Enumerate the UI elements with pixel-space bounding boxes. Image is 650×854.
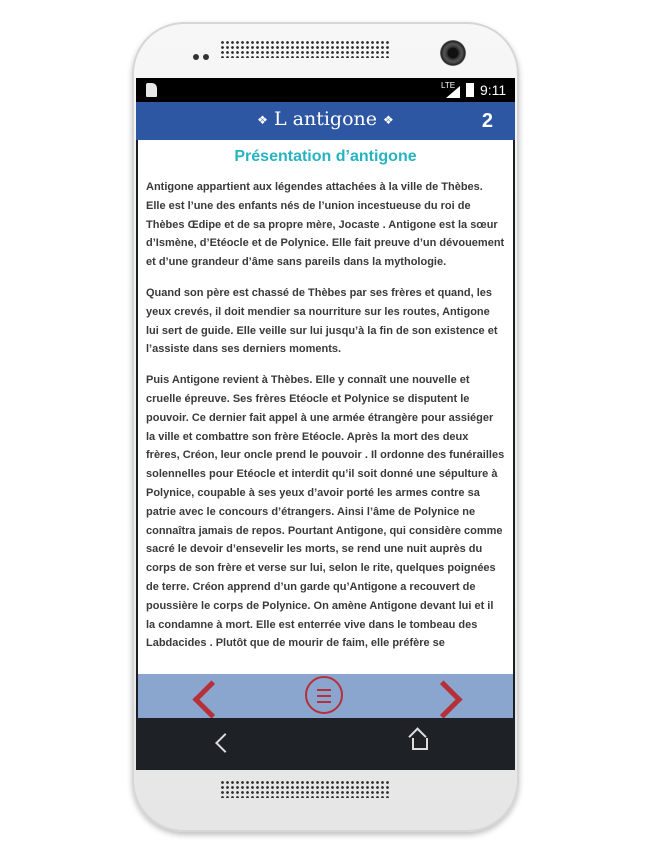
chevron-left-icon: [192, 680, 230, 718]
page-number: 2: [481, 110, 493, 132]
sd-card-icon: [146, 83, 157, 97]
menu-line: [317, 689, 331, 691]
app-title-text: L antigone: [273, 108, 377, 130]
article-content[interactable]: [138, 140, 513, 674]
ornament-right-icon: ❖: [383, 113, 394, 127]
system-navigation-bar: [136, 718, 515, 770]
front-camera: [440, 40, 466, 66]
previous-page-button[interactable]: [188, 678, 224, 714]
status-bar: [136, 78, 515, 102]
app-bar: [136, 102, 515, 140]
next-page-button[interactable]: [428, 678, 464, 714]
ornament-left-icon: ❖: [257, 113, 268, 127]
status-time: 9:11: [480, 82, 507, 98]
phone-screen: [136, 78, 515, 770]
app-title: [136, 108, 515, 130]
signal-icon: [446, 86, 460, 98]
article-heading: Présentation d’antigone: [234, 148, 417, 165]
system-home-button[interactable]: [412, 738, 428, 750]
menu-button[interactable]: [305, 676, 343, 714]
network-type: LTE: [441, 81, 456, 90]
bottom-speaker: [220, 780, 390, 798]
article-paragraph: Puis Antigone revient à Thèbes. Elle y connaît une nouvelle et cruelle épreuve. Ses frères Etéocle et Polynice se disputent le pouvoir. Ce dernier fait appel à une armée étrangère pour assiéger la ville et combattre son frère Etéocle. Après la mort des deux frères, Créon, leur oncle prend le pouvoir . Il ordonne des funérailles solennelles pour Etéocle et interdit qu’il soit donné une sépulture à Polynice, coupable à ses yeux d’avoir porté les armes contre sa patrie avec le concours d’étrangers. Ainsi l’âme de Polynice ne connaîtra jamais de repos. Pourtant Antigone, qui considère comme sacré le devoir d’ensevelir les morts, se rend une nuit auprès du corps de son frère et verse sur lui, selon le rite, quelques poignées de terre. Créon apprend d’un garde qu’Antigone a recouvert de poussière le corps de Polynice. On amène Antigone devant lui et il la condamne à mort. Elle est enterrée vive dans le tombeau des Labdacides . Plutôt que de mourir de faim, elle préfère se: [146, 374, 505, 650]
chevron-right-icon: [424, 680, 462, 718]
page-navigation-bar: [138, 674, 513, 718]
article-paragraph: Antigone appartient aux légendes attachées à la ville de Thèbes. Elle est l’une des enfants nés de l’union incestueuse du roi de Thèbes Œdipe et de sa propre mère, Jocaste . Antigone est la sœur d’Ismène, d’Etéocle et de Polynice. Elle fait preuve d’un dévouement et d’une grandeur d’âme sans pareils dans la mythologie.: [146, 181, 505, 269]
menu-line: [317, 695, 331, 697]
sensor-dot: [203, 54, 209, 60]
earpiece-speaker: [220, 40, 390, 58]
menu-line: [317, 701, 331, 703]
article-paragraph: Quand son père est chassé de Thèbes par ses frères et quand, les yeux crevés, il doit mendier sa nourriture sur les routes, Antigone lui sert de guide. Elle veille sur lui jusqu’à la fin de son existence et l’assiste dans ses derniers moments.: [146, 286, 498, 356]
battery-icon: [466, 83, 474, 97]
system-back-button[interactable]: [215, 733, 235, 753]
sensor-dot: [193, 54, 199, 60]
